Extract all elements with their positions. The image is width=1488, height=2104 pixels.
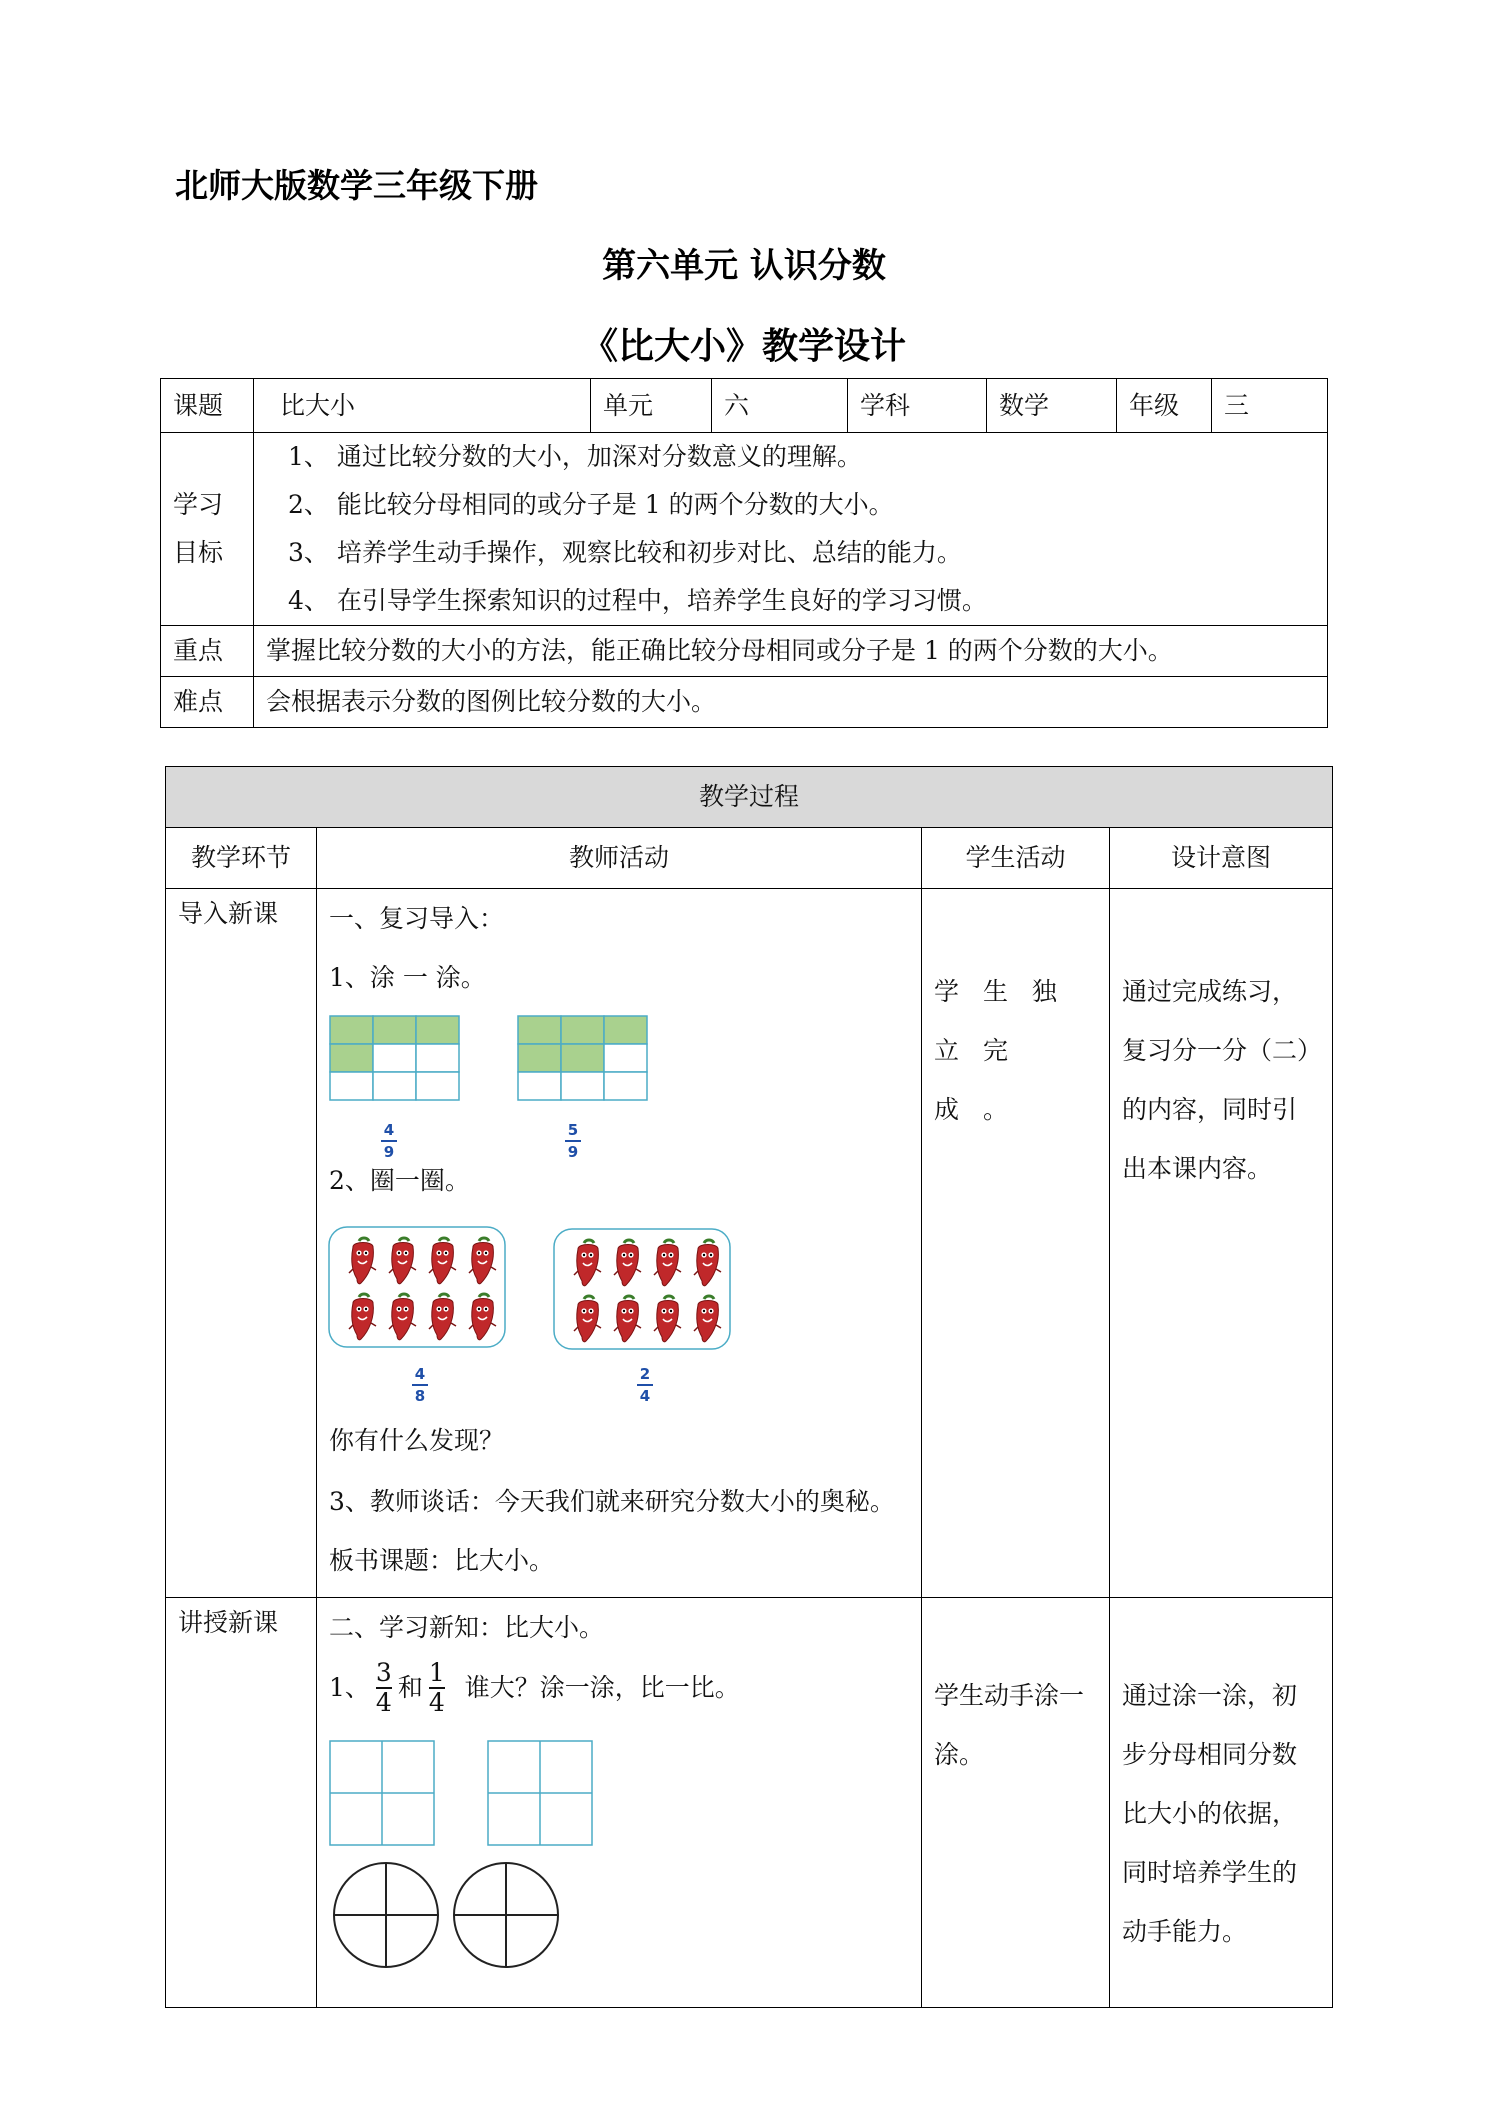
- pepper-icon: [389, 1238, 416, 1284]
- square-figure-right: [487, 1740, 593, 1846]
- intent-line: 同时培养学生的: [1122, 1858, 1298, 1887]
- pepper-icon: [429, 1294, 456, 1340]
- item-suffix: 谁大？涂一涂，比一比。: [464, 1672, 740, 1702]
- grid-cell: [330, 1072, 373, 1100]
- grid-cell-shaded: [561, 1016, 604, 1044]
- new-item-1: [329, 1659, 909, 1717]
- intro-heading: 一、复习导入：: [329, 904, 505, 933]
- grid-cell: [561, 1072, 604, 1100]
- grid-cell-shaded: [518, 1016, 561, 1044]
- design-intent-intro: [1110, 889, 1333, 1598]
- unit-label: 单元: [591, 379, 712, 433]
- fraction-label-2-4: [637, 1365, 653, 1405]
- key-value: 掌握比较分数的大小的方法，能正确比较分母相同或分子是 1 的两个分数的大小。: [254, 626, 1328, 677]
- process-header-row: [166, 828, 1333, 889]
- fraction-denominator: 4: [639, 1387, 651, 1405]
- intent-line: 通过完成练习，: [1122, 977, 1298, 1006]
- fraction-1-4: [429, 1659, 445, 1717]
- student-line: 学生动手涂一: [934, 1681, 1085, 1710]
- grade-value: 三: [1212, 379, 1328, 433]
- student-line: 成 。: [934, 1095, 1016, 1124]
- grid-cell-shaded: [604, 1016, 647, 1044]
- grid-cell: [604, 1072, 647, 1100]
- fraction-numerator: 3: [375, 1658, 392, 1687]
- pepper-icon: [574, 1296, 601, 1342]
- intro-item-1: 1、涂 一 涂。: [329, 963, 486, 992]
- intent-line: 复习分一分（二）: [1122, 1036, 1323, 1065]
- grid-cell-shaded: [518, 1044, 561, 1072]
- design-intent-new-lesson: [1110, 1598, 1333, 2008]
- fraction-3-4: [376, 1659, 392, 1717]
- grid-cell-shaded: [561, 1044, 604, 1072]
- goals-label-line-2: 目标: [173, 538, 224, 567]
- fraction-numerator: 4: [414, 1365, 426, 1383]
- teaching-process-table: [165, 766, 1333, 2008]
- intro-item-2: 2、圈一圈。: [329, 1166, 470, 1195]
- goal-item: 2、 能比较分母相同的或分子是 1 的两个分数的大小。: [288, 490, 894, 519]
- process-title: 教学过程: [166, 767, 1333, 828]
- pepper-icon: [614, 1296, 641, 1342]
- fraction-label-5-9: [565, 1121, 581, 1161]
- pepper-group-left: [327, 1225, 507, 1349]
- fraction-numerator: 4: [383, 1121, 395, 1139]
- pepper-icon: [654, 1296, 681, 1342]
- fraction-bar: [381, 1140, 397, 1142]
- topic-value: 比大小: [254, 379, 591, 433]
- unit-value: 六: [712, 379, 848, 433]
- fraction-bar: [412, 1384, 428, 1386]
- info-row-difficulty: [161, 677, 1328, 728]
- pepper-icon: [469, 1294, 496, 1340]
- grid-cell: [518, 1072, 561, 1100]
- process-row-new-lesson: [166, 1598, 1333, 2008]
- pepper-icon: [574, 1240, 601, 1286]
- fraction-numerator: 2: [639, 1365, 651, 1383]
- col-header-student: 学生活动: [922, 828, 1110, 889]
- intent-line: 的内容，同时引: [1122, 1095, 1298, 1124]
- grid-figure-4-9: [329, 1015, 461, 1103]
- goals-label-line-1: 学习: [173, 490, 224, 519]
- pepper-icon: [694, 1296, 721, 1342]
- info-row-key: [161, 626, 1328, 677]
- fraction-denominator: 9: [567, 1143, 579, 1161]
- circle-figure-right: [451, 1860, 561, 1970]
- grid-cell: [604, 1044, 647, 1072]
- stage-intro: 导入新课: [166, 889, 317, 1598]
- difficulty-value: 会根据表示分数的图例比较分数的大小。: [254, 677, 1328, 728]
- intent-line: 步分母相同分数: [1122, 1740, 1298, 1769]
- fraction-numerator: 5: [567, 1121, 579, 1139]
- topic-label: 课题: [161, 379, 254, 433]
- grid-cell: [416, 1044, 459, 1072]
- fraction-label-4-8: [412, 1365, 428, 1405]
- intro-question: 你有什么发现？: [329, 1426, 505, 1455]
- and-word: 和: [397, 1672, 423, 1702]
- item-prefix: 1、: [329, 1672, 370, 1702]
- pepper-icon: [349, 1238, 376, 1284]
- pepper-icon: [614, 1240, 641, 1286]
- grid-cell: [373, 1044, 416, 1072]
- pepper-group-right: [552, 1227, 732, 1351]
- lesson-info-table: [160, 378, 1328, 728]
- intent-line: 动手能力。: [1122, 1917, 1248, 1946]
- teacher-activity-intro: [317, 889, 922, 1598]
- intent-line: 比大小的依据，: [1122, 1799, 1298, 1828]
- goal-item: 4、 在引导学生探索知识的过程中，培养学生良好的学习习惯。: [288, 586, 987, 615]
- fraction-denominator: 8: [414, 1387, 426, 1405]
- pepper-icon: [654, 1240, 681, 1286]
- subject-value: 数学: [987, 379, 1117, 433]
- intro-board-title: 板书课题：比大小。: [329, 1546, 555, 1575]
- fraction-bar: [565, 1140, 581, 1142]
- col-header-stage: 教学环节: [166, 828, 317, 889]
- pepper-icon: [469, 1238, 496, 1284]
- process-row-intro: [166, 889, 1333, 1598]
- student-activity-intro: [922, 889, 1110, 1598]
- student-activity-new-lesson: [922, 1598, 1110, 2008]
- col-header-intent: 设计意图: [1110, 828, 1333, 889]
- intent-line: 出本课内容。: [1122, 1154, 1273, 1183]
- info-row-goals: [161, 433, 1328, 626]
- fraction-bar: [637, 1384, 653, 1386]
- square-figure-left: [329, 1740, 435, 1846]
- new-heading: 二、学习新知：比大小。: [329, 1613, 605, 1642]
- intent-line: 通过涂一涂，初: [1122, 1681, 1298, 1710]
- fraction-denominator: 9: [383, 1143, 395, 1161]
- fraction-denominator: 4: [428, 1687, 445, 1717]
- goals-label: [161, 433, 254, 626]
- student-line: 学 生 独 立 完: [934, 977, 1065, 1065]
- key-label: 重点: [161, 626, 254, 677]
- lesson-title: 《比大小》教学设计: [581, 326, 906, 367]
- student-line: 涂。: [934, 1740, 985, 1769]
- grade-label: 年级: [1117, 379, 1212, 433]
- stage-new-lesson: 讲授新课: [166, 1598, 317, 2008]
- unit-title: 第六单元 认识分数: [602, 246, 886, 286]
- grid-cell-shaded: [373, 1016, 416, 1044]
- fraction-numerator: 1: [428, 1658, 445, 1687]
- subject-label: 学科: [848, 379, 987, 433]
- col-header-teacher: 教师活动: [317, 828, 922, 889]
- goal-item: 1、 通过比较分数的大小，加深对分数意义的理解。: [288, 442, 862, 471]
- grid-cell-shaded: [330, 1016, 373, 1044]
- goal-item: 3、 培养学生动手操作，观察比较和初步对比、总结的能力。: [288, 538, 962, 567]
- grid-cell: [416, 1072, 459, 1100]
- goals-list: [254, 433, 1328, 626]
- grid-figure-5-9: [517, 1015, 649, 1103]
- pepper-icon: [694, 1240, 721, 1286]
- process-title-row: [166, 767, 1333, 828]
- pepper-icon: [349, 1294, 376, 1340]
- intro-item-3: 3、教师谈话：今天我们就来研究分数大小的奥秘。: [329, 1487, 895, 1516]
- difficulty-label: 难点: [161, 677, 254, 728]
- info-row-topic: [161, 379, 1328, 433]
- grid-cell: [373, 1072, 416, 1100]
- grid-cell-shaded: [330, 1044, 373, 1072]
- document-series-title: 北师大版数学三年级下册: [175, 166, 538, 205]
- fraction-denominator: 4: [375, 1687, 392, 1717]
- circle-figure-left: [331, 1860, 441, 1970]
- teacher-activity-new-lesson: [317, 1598, 922, 2008]
- grid-cell-shaded: [416, 1016, 459, 1044]
- pepper-icon: [429, 1238, 456, 1284]
- pepper-icon: [389, 1294, 416, 1340]
